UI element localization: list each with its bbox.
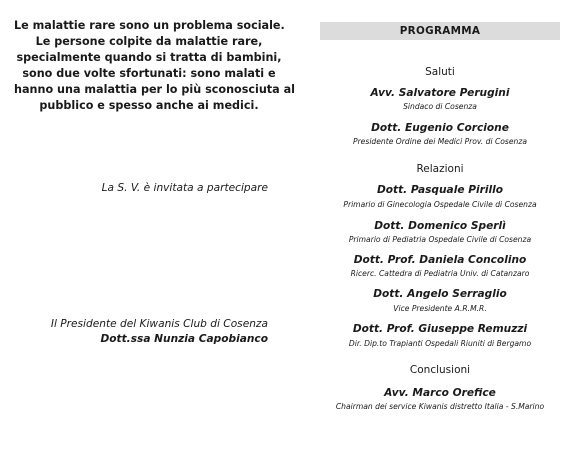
speaker-role: Primario di Pediatria Ospedale Civile di Cosenza	[348, 235, 532, 244]
intro-line: hanno una malattia per lo più sconosciuta al	[14, 83, 295, 96]
speaker-name: Avv. Marco Orefice	[384, 387, 496, 399]
intro-line: pubblico e spesso anche ai medici.	[39, 99, 259, 112]
speaker-role: Chairman dei service Kiwanis distretto Italia - S.Marino	[335, 402, 545, 411]
intro-line: Le malattie rare sono un problema sociale.	[14, 19, 285, 32]
speaker-name: Avv. Salvatore Perugini	[370, 87, 510, 99]
intro-line: Le persone colpite da malattie rare,	[35, 35, 263, 48]
invitation-text: La S. V. è invitata a partecipare	[101, 182, 268, 194]
speaker-role: Primario di Ginecologia Ospedale Civile di Cosenza	[343, 200, 537, 209]
speaker-role: Sindaco di Cosenza	[403, 102, 477, 111]
section-title-conclusioni: Conclusioni	[409, 364, 471, 376]
intro-line: specialmente quando si tratta di bambini,	[16, 51, 282, 64]
speaker-role: Dir. Dip.to Trapianti Ospedali Riuniti di Bergamo	[348, 339, 532, 348]
intro-line: sono due volte sfortunati: sono malati e	[22, 67, 276, 80]
section-title-relazioni: Relazioni	[416, 163, 464, 175]
section-title-saluti: Saluti	[425, 66, 455, 78]
speaker-name: Dott. Pasquale Pirillo	[376, 184, 504, 196]
speaker-role: Vice Presidente A.R.M.R.	[393, 304, 487, 313]
speaker-name: Dott. Domenico Sperlì	[374, 220, 506, 232]
program-column	[310, 0, 580, 451]
signature-role: Il Presidente del Kiwanis Club di Cosenza	[50, 318, 268, 330]
speaker-name: Dott. Prof. Giuseppe Remuzzi	[352, 323, 528, 335]
speaker-name: Dott. Angelo Serraglio	[373, 288, 507, 300]
program-header: PROGRAMMA	[320, 22, 560, 40]
speaker-name: Dott. Prof. Daniela Concolino	[353, 254, 527, 266]
speaker-role: Presidente Ordine dei Medici Prov. di Cosenza	[352, 137, 528, 146]
intro-paragraph	[14, 18, 295, 114]
speaker-name: Dott. Eugenio Corcione	[371, 122, 509, 134]
signature-name: Dott.ssa Nunzia Capobianco	[100, 333, 268, 345]
speaker-role: Ricerc. Cattedra di Pediatria Univ. di Catanzaro	[350, 269, 530, 278]
